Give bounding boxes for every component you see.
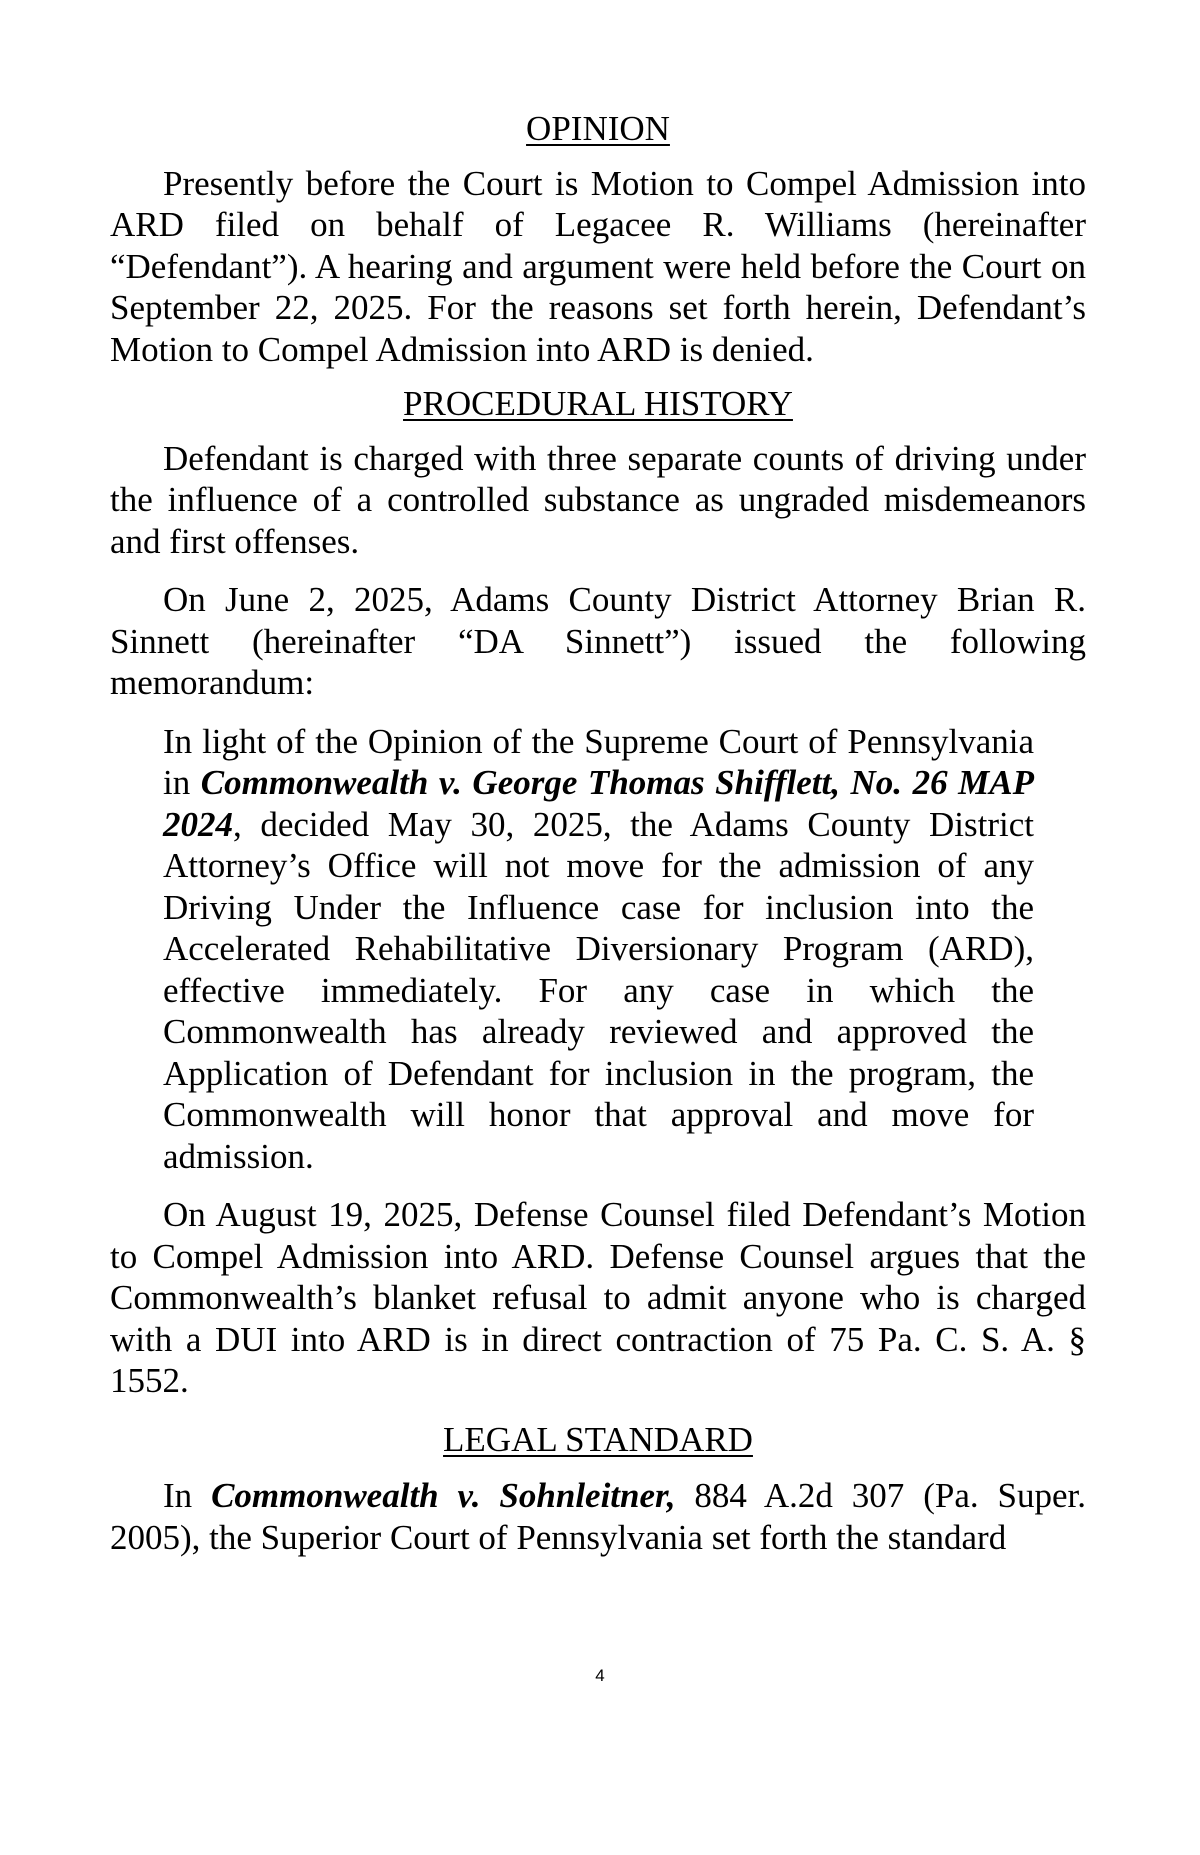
memorandum-quote bbox=[163, 721, 1034, 1178]
page-number: 4 bbox=[595, 1666, 605, 1685]
opinion-heading: OPINION bbox=[526, 109, 670, 148]
intro-paragraph: Presently before the Court is Motion to Compel Admission into ARD filed on behalf of Legacee R. Williams (hereinafter “Defendant”). A hearing and argument were held before the Court on September 22, 2025. For the reasons set forth herein, Defendant’s Motion to Compel Admission into ARD is denied. bbox=[110, 163, 1086, 369]
legal-standard-prefix: In bbox=[163, 1476, 212, 1515]
shifflett-case-citation: Commonwealth v. George Thomas Shifflett, No. 26 MAP 2024 bbox=[163, 763, 1034, 844]
sohnleitner-case-name: Commonwealth v. Sohnleitner, bbox=[211, 1476, 676, 1515]
procedural-history-heading: PROCEDURAL HISTORY bbox=[403, 384, 793, 423]
legal-standard-paragraph bbox=[110, 1475, 1086, 1558]
legal-standard-suffix: 884 A.2d 307 (Pa. Super. 2005), the Superior Court of Pennsylvania set forth the standard bbox=[110, 1476, 1086, 1557]
quote-prefix: In light of the Opinion of the Supreme Court of Pennsylvania in bbox=[163, 721, 1034, 802]
motion-paragraph: On August 19, 2025, Defense Counsel filed Defendant’s Motion to Compel Admission into ARD. Defense Counsel argues that the Commonwealth’s blanket refusal to admit anyone who is charged with a DUI into ARD is in direct contraction of 75 Pa. C. S. A. § 1552. bbox=[110, 1195, 1086, 1400]
memorandum-intro-paragraph: On June 2, 2025, Adams County District Attorney Brian R. Sinnett (hereinafter “DA Sinnett”) issued the following memorandum: bbox=[110, 580, 1086, 702]
opinion-body bbox=[110, 108, 1086, 1558]
charges-paragraph: Defendant is charged with three separate counts of driving under the influence of a controlled substance as ungraded misdemeanors and first offenses. bbox=[110, 438, 1086, 561]
quote-suffix: , decided May 30, 2025, the Adams County District Attorney’s Office will not move for the admission of any Driving Under the Influence case for inclusion into the Accelerated Rehabilitative Diversionary Program (ARD), effective immediately. For any case in which the Commonwealth has already reviewed and approved the Application of Defendant for inclusion in the program, the Commonwealth will honor that approval and move for admission. bbox=[163, 804, 1034, 1176]
legal-standard-heading: LEGAL STANDARD bbox=[443, 1419, 753, 1459]
